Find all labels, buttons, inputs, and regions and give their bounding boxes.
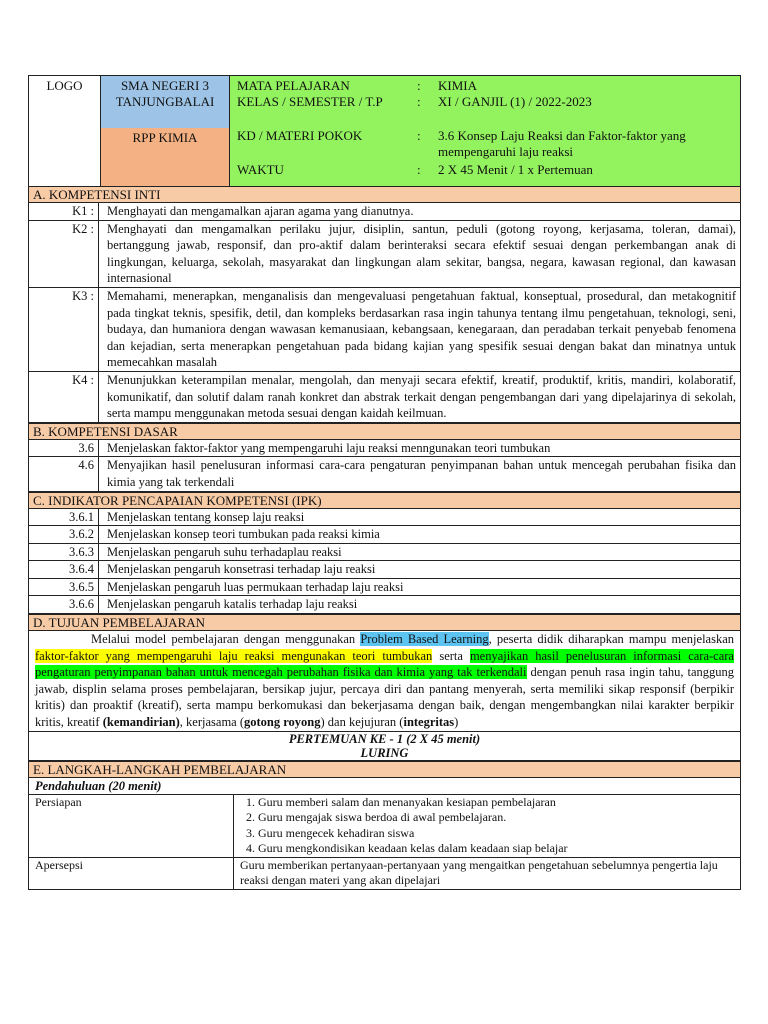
ki-text: Memahami, menerapkan, menganalisis dan mengevaluasi pengetahuan faktual, konseptual, prosedural, dan metakognitif pada tingkat teknis, spesifik, detil, dan kompleks berdasarkan rasa ingin tahunya tentang ilmu pengetahuan, teknologi, seni, budaya, dan humaniora dengan wawasan kemanusiaan, kebangsaan, kenegaraan, dan peradaban terkait penyebab fenomena dan kejadian, serta menerapkan pengetahuan pada bidang kajian yang spesifik sesuai dengan bakat dan minatnya untuk memecahkan masalah — [107, 288, 736, 370]
school-line1: SMA NEGERI 3 — [120, 78, 210, 93]
persiapan-list — [240, 795, 736, 857]
info-colon: : — [417, 162, 421, 177]
tujuan-bold: integritas — [403, 715, 455, 730]
info-key-kelas: KELAS / SEMESTER / T.P — [237, 94, 383, 109]
kd-text: Menjelaskan faktor-faktor yang mempengaruhi laju reaksi menngunakan teori tumbukan — [107, 440, 551, 455]
ipk-no: 3.6.5 — [29, 579, 99, 596]
ipk-text: Menjelaskan konsep teori tumbukan pada reaksi kimia — [107, 527, 380, 542]
kd-no: 3.6 — [29, 440, 99, 457]
list-item: 4. Guru mengkondisikan keadaan kelas dalam keadaan siap belajar — [258, 841, 736, 857]
tujuan-highlight-kd4: menyajikan hasil penelusuran informasi cara-cara pengaturan penyimpanan bahan untuk mencegah perubahan fisika dan kimia yang tak terkendali — [35, 648, 734, 680]
tujuan-bold: gotong royong — [244, 715, 321, 730]
info-key-waktu: WAKTU — [237, 162, 284, 177]
tujuan-text: serta — [432, 648, 470, 663]
tujuan-text: , kerjasama ( — [179, 715, 244, 730]
info-value-waktu: 2 X 45 Menit / 1 x Pertemuan — [438, 162, 593, 177]
section-ipk: C. INDIKATOR PENCAPAIAN KOMPETENSI (IPK) — [28, 492, 741, 509]
ipk-text: Menjelaskan pengaruh katalis terhadap laju reaksi — [107, 597, 358, 612]
ki-row — [28, 203, 741, 221]
ipk-row — [28, 509, 741, 527]
tujuan-paragraph — [28, 631, 741, 732]
ki-text: Menghayati dan mengamalkan ajaran agama yang dianutnya. — [107, 204, 414, 218]
ki-row — [28, 288, 741, 372]
logo-cell — [29, 76, 101, 186]
ipk-row — [28, 596, 741, 614]
tujuan-highlight-kd3: faktor-faktor yang mempengaruhi laju reaksi mengunakan teori tumbukan — [35, 648, 433, 663]
step-row-persiapan — [28, 795, 741, 858]
info-value-kd: 3.6 Konsep Laju Reaksi dan Faktor-faktor yang mempengaruhi laju reaksi — [438, 128, 686, 159]
ipk-no: 3.6.2 — [29, 526, 99, 543]
logo-text: LOGO — [46, 78, 83, 93]
ipk-row — [28, 544, 741, 562]
tujuan-text: ) — [454, 715, 459, 730]
info-colon: : — [417, 94, 421, 109]
section-tujuan: D. TUJUAN PEMBELAJARAN — [28, 614, 741, 631]
ipk-no: 3.6.4 — [29, 561, 99, 578]
ki-row — [28, 221, 741, 288]
info-key-kd: KD / MATERI POKOK — [237, 128, 363, 143]
info-colon: : — [417, 128, 421, 143]
step-content: Guru memberikan pertanyaan-pertanyaan yang mengaitkan pengetahuan sebelumnya pengertia laju reaksi dengan materi yang akan dipelajari — [240, 857, 718, 888]
rpp-text: RPP KIMIA — [132, 130, 198, 145]
ki-text: Menunjukkan keterampilan menalar, mengolah, dan menyaji secara efektif, kreatif, produktif, kritis, mandiri, kolaboratif, komunikatif, dan solutif dalam ranah konkret dan abstrak terkait dengan pengembangan dari yang dipelajarinya di sekolah, serta mampu menggunakan metoda sesuai dengan kaidah keilmuan. — [107, 372, 736, 421]
ipk-row — [28, 579, 741, 597]
list-item: 1. Guru memberi salam dan menanyakan kesiapan pembelajaran — [258, 795, 736, 811]
ipk-no: 3.6.3 — [29, 544, 99, 561]
pertemuan-line1: PERTEMUAN KE - 1 (2 X 45 menit) — [288, 731, 481, 746]
ki-no: K4 : — [29, 372, 99, 422]
list-item: 3. Guru mengecek kehadiran siswa — [258, 826, 736, 842]
info-cell — [230, 76, 740, 186]
ki-text: Menghayati dan mengamalkan perilaku jujur, disiplin, santun, peduli (gotong royong, kerjasama, toleran, damai), bertanggung jawab, responsif, dan pro-aktif dalam berinteraksi secara efektif sesuai dengan perkembangan anak di lingkungan, keluarga, sekolah, masyarakat dan lingkungan alam sekitar, bangsa, negara, kawasan regional, dan kawasan internasional — [107, 221, 736, 286]
ipk-text: Menjelaskan pengaruh suhu terhadaplau reaksi — [107, 544, 342, 559]
section-langkah: E. LANGKAH-LANGKAH PEMBELAJARAN — [28, 761, 741, 778]
tujuan-text: dengan penuh rasa ingin tahu, tanggung jawab, displin selama proses pembelajaran, bersikap jujur, percaya diri dan pantang menyerah, serta memiliki sikap responsif (berpikir kritis) dan proaktif (kreatif), serta mampu berkomukasi dan bekerjasama dengan baik, dengan mengembangkan nilai karakter berpikir kritis, kreatif — [35, 665, 734, 730]
info-value-kelas: XI / GANJIL (1) / 2022-2023 — [438, 94, 592, 109]
school-cell — [101, 76, 230, 186]
kd-row — [28, 457, 741, 491]
ipk-text: Menjelaskan pengaruh luas permukaan terhadap laju reaksi — [107, 579, 404, 594]
kd-text: Menyajikan hasil penelusuran informasi cara-cara pengaturan penyimpanan bahan untuk mencegah perubahan fisika dan kimia yang tak terkendali — [107, 458, 736, 489]
ki-no: K3 : — [29, 288, 99, 371]
rpp-document — [28, 75, 741, 890]
tujuan-bold: (kemandirian) — [102, 715, 180, 730]
section-kompetensi-inti: A. KOMPETENSI INTI — [28, 186, 741, 203]
school-name — [101, 76, 229, 128]
school-line2: TANJUNGBALAI — [115, 94, 215, 109]
tujuan-text: , peserta didik diharapkan mampu menjelaskan — [488, 632, 734, 647]
info-key-mapel: MATA PELAJARAN — [237, 78, 350, 93]
ipk-text: Menjelaskan pengaruh konsetrasi terhadap laju reaksi — [107, 562, 376, 577]
step-label: Apersepsi — [29, 858, 234, 889]
ki-row — [28, 372, 741, 423]
step-label: Persiapan — [29, 795, 234, 857]
ipk-row — [28, 561, 741, 579]
step-row-apersepsi — [28, 858, 741, 890]
kd-no: 4.6 — [29, 457, 99, 490]
tujuan-text: Melalui model pembelajaran dengan menggunakan — [91, 632, 361, 647]
header-block — [28, 75, 741, 186]
ipk-no: 3.6.6 — [29, 596, 99, 613]
rpp-label — [101, 128, 229, 186]
ipk-no: 3.6.1 — [29, 509, 99, 526]
section-kompetensi-dasar: B. KOMPETENSI DASAR — [28, 423, 741, 440]
ipk-text: Menjelaskan tentang konsep laju reaksi — [107, 509, 305, 524]
pendahuluan-heading: Pendahuluan (20 menit) — [28, 778, 741, 795]
ki-no: K2 : — [29, 221, 99, 287]
step-content — [234, 795, 740, 857]
info-colon: : — [417, 78, 421, 93]
ki-no: K1 : — [29, 203, 99, 220]
kd-row — [28, 440, 741, 458]
pertemuan-heading — [28, 732, 741, 761]
ipk-row — [28, 526, 741, 544]
info-value-mapel: KIMIA — [438, 78, 477, 93]
tujuan-text: ) dan kejujuran ( — [320, 715, 404, 730]
list-item: 2. Guru mengajak siswa berdoa di awal pembelajaran. — [258, 810, 736, 826]
tujuan-highlight-model: Problem Based Learning — [360, 632, 489, 647]
pertemuan-line2: LURING — [360, 745, 409, 760]
